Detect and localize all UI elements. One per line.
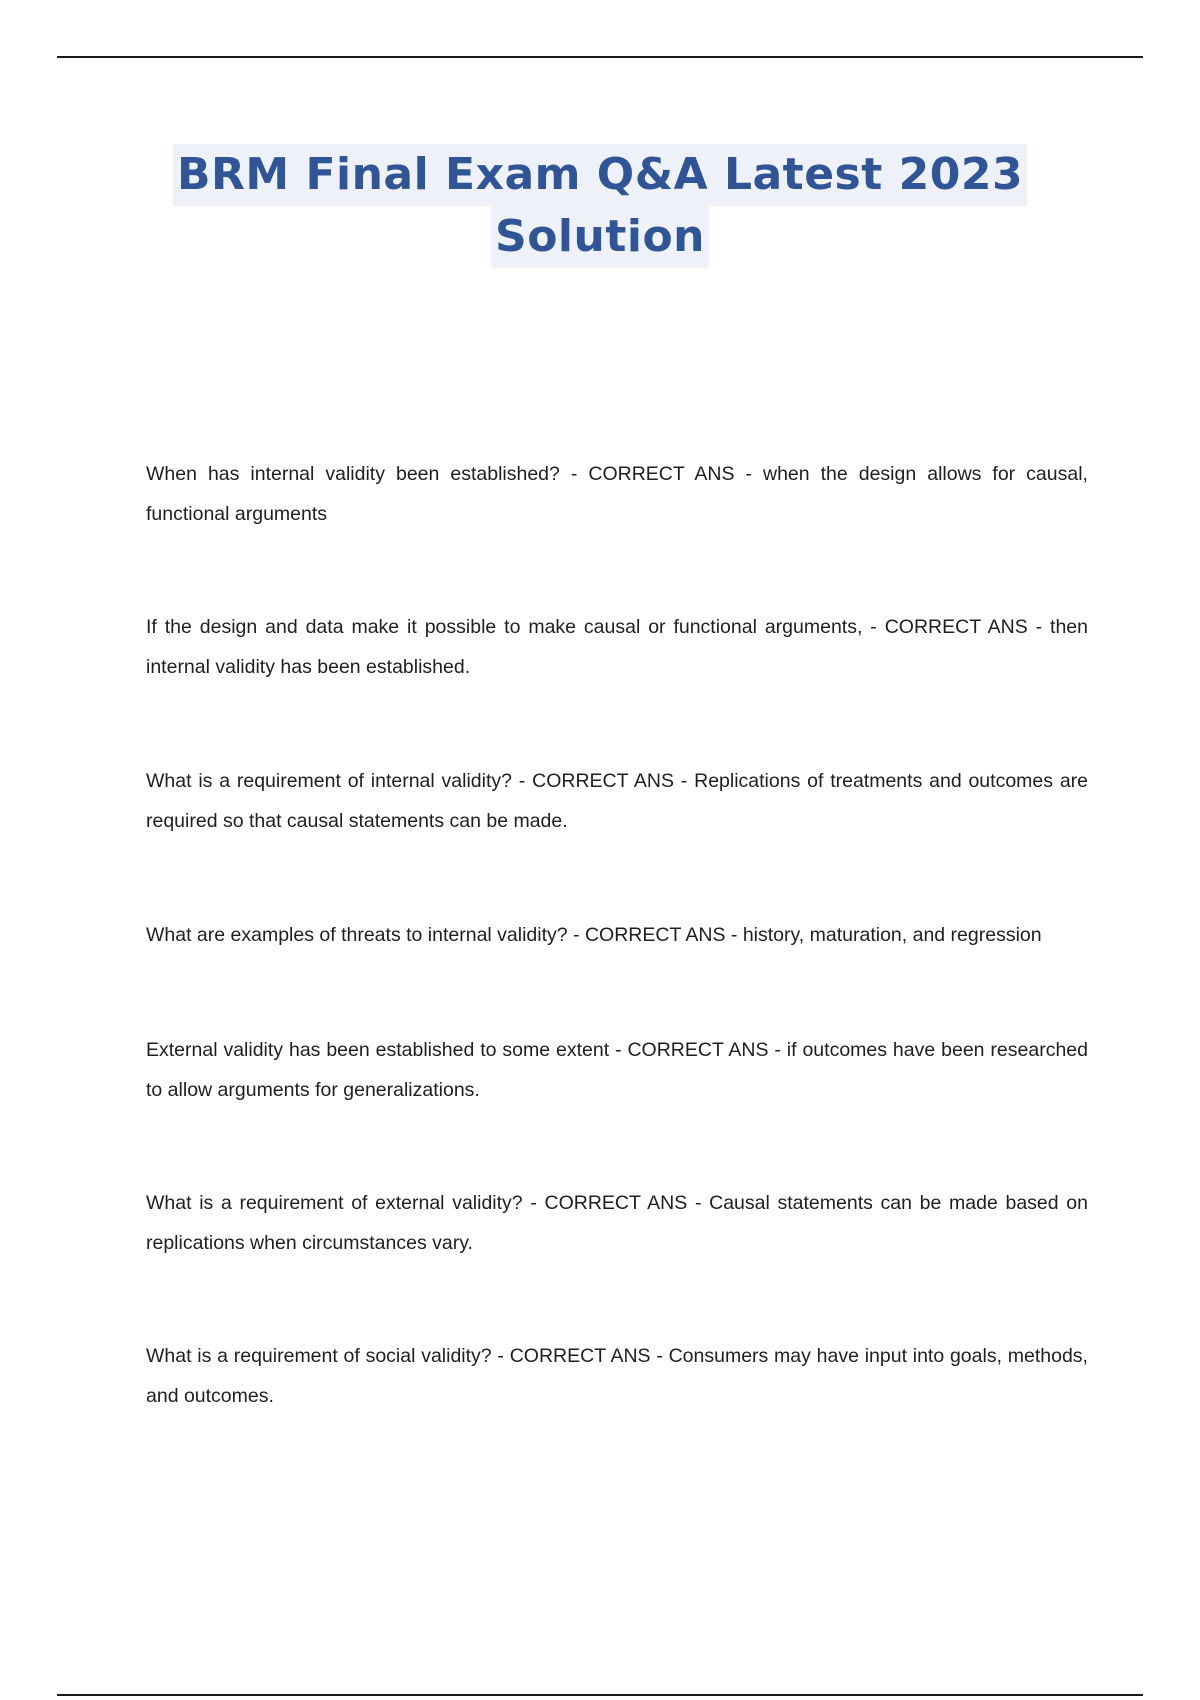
qa-item: What is a requirement of social validity? - CORRECT ANS - Consumers may have input into goals, methods, and outcomes.	[146, 1345, 1088, 1407]
qa-list	[146, 454, 1088, 1416]
qa-item: External validity has been established to some extent - CORRECT ANS - if outcomes have been researched to allow arguments for generalizations.	[146, 1039, 1088, 1101]
qa-question: External validity has been established to some extent	[146, 1039, 610, 1061]
footer-rule	[57, 1694, 1143, 1696]
qa-question: When has internal validity been established?	[146, 463, 560, 485]
document-title	[0, 144, 1200, 268]
qa-answer: Consumers may have input into goals, methods, and outcomes.	[146, 1345, 1088, 1407]
qa-answer: if outcomes have been researched to allow arguments for generalizations.	[146, 1039, 1088, 1101]
qa-item: What is a requirement of internal validity? - CORRECT ANS - Replications of treatments and outcomes are required so that causal statements can be made.	[146, 770, 1088, 832]
qa-item: When has internal validity been established? - CORRECT ANS - when the design allows for causal, functional arguments	[146, 463, 1088, 525]
qa-answer-marker: CORRECT ANS	[532, 770, 674, 792]
qa-answer-marker: CORRECT ANS	[627, 1039, 769, 1061]
qa-question: If the design and data make it possible to make causal or functional arguments,	[146, 616, 863, 638]
qa-answer: then internal validity has been established.	[146, 616, 1088, 678]
title-line-1: BRM Final Exam Q&A Latest 2023	[173, 144, 1027, 206]
qa-item: What are examples of threats to internal validity? - CORRECT ANS - history, maturation, and regression	[146, 924, 1042, 946]
qa-answer-marker: CORRECT ANS	[884, 616, 1028, 638]
qa-answer: history, maturation, and regression	[742, 924, 1042, 946]
qa-answer-marker: CORRECT ANS	[544, 1192, 688, 1214]
qa-answer: Replications of treatments and outcomes are required so that causal statements can be made.	[146, 770, 1088, 832]
qa-answer-marker: CORRECT ANS	[509, 1345, 651, 1367]
qa-question: What is a requirement of internal validity?	[146, 770, 512, 792]
header-rule	[57, 56, 1143, 58]
qa-answer-marker: CORRECT ANS	[588, 463, 735, 485]
qa-answer-marker: CORRECT ANS	[584, 924, 726, 946]
qa-answer: when the design allows for causal, functional arguments	[146, 463, 1088, 525]
qa-answer: Causal statements can be made based on replications when circumstances vary.	[146, 1192, 1088, 1254]
qa-question: What is a requirement of external validity?	[146, 1192, 523, 1214]
qa-item: If the design and data make it possible to make causal or functional arguments, - CORRECT ANS - then internal validity has been established.	[146, 616, 1088, 678]
qa-question: What is a requirement of social validity?	[146, 1345, 492, 1367]
qa-item: What is a requirement of external validity? - CORRECT ANS - Causal statements can be made based on replications when circumstances vary.	[146, 1192, 1088, 1254]
qa-question: What are examples of threats to internal validity?	[146, 924, 568, 946]
title-line-2: Solution	[491, 206, 709, 268]
